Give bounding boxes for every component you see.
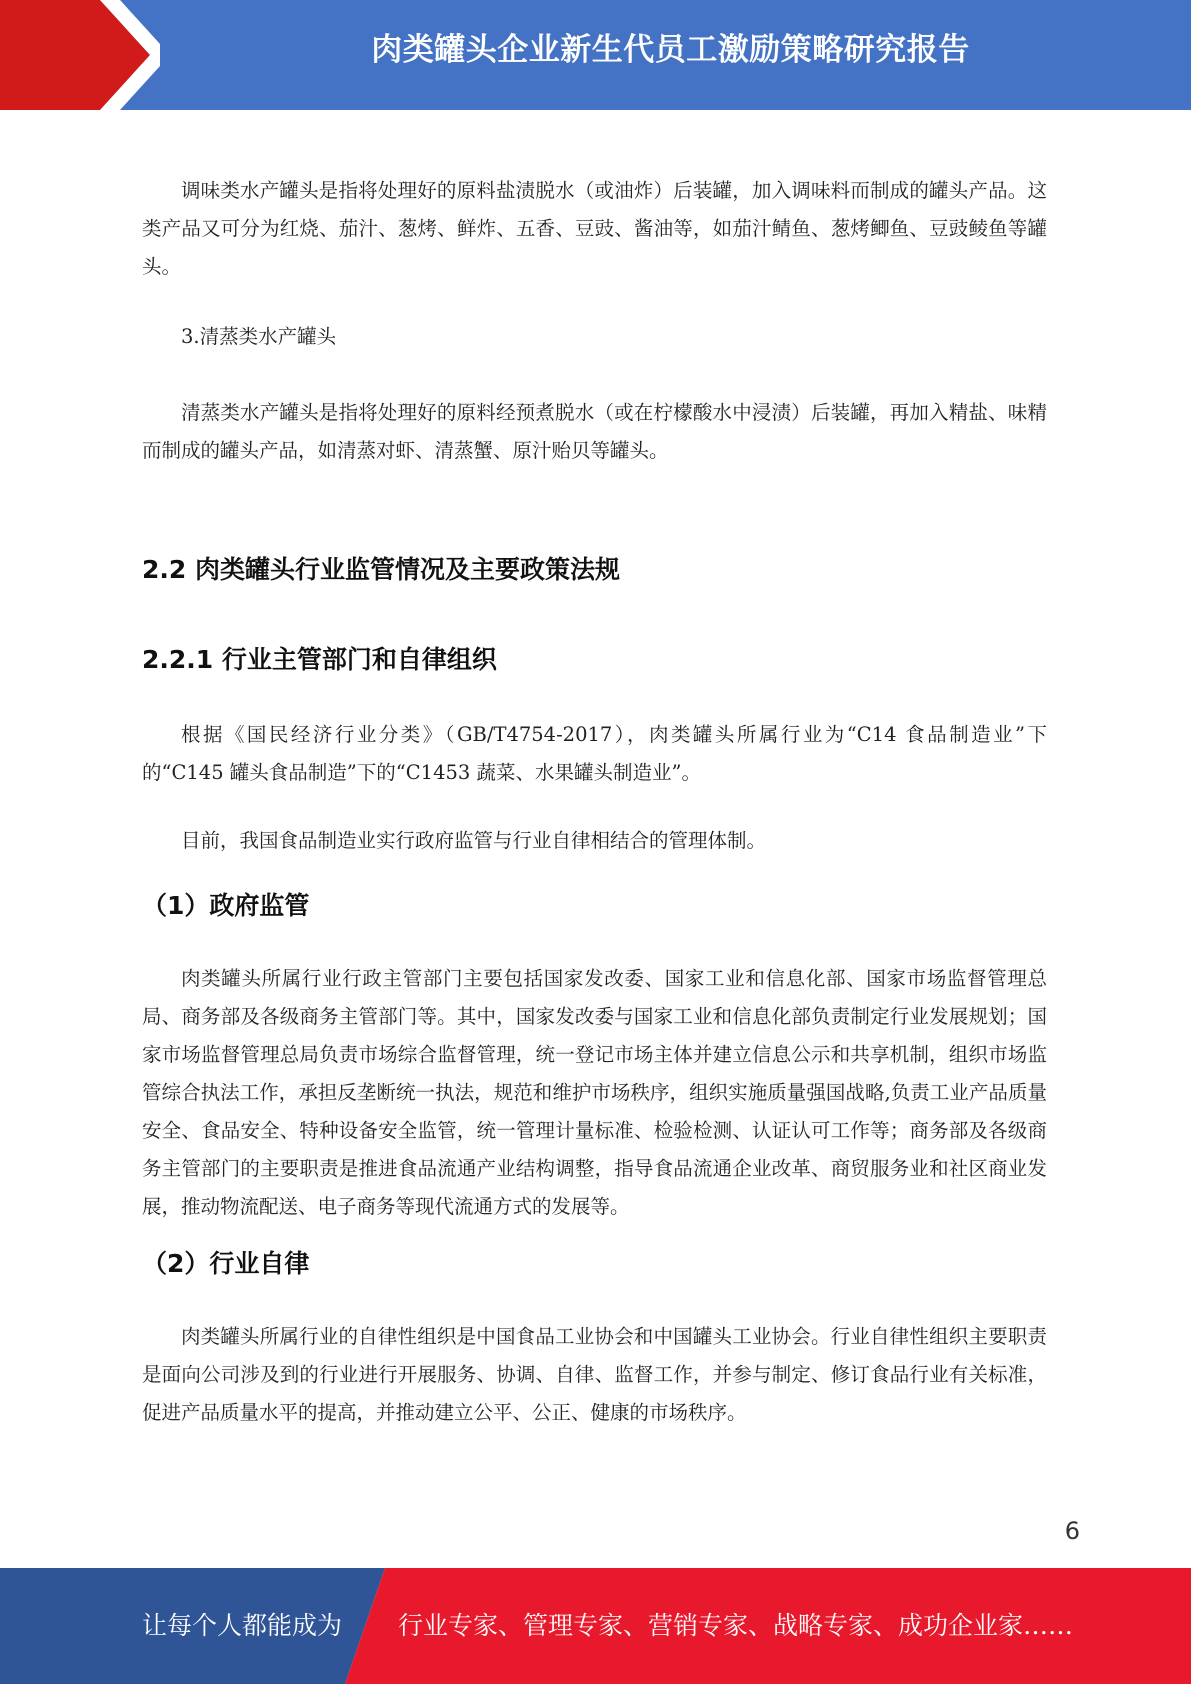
heading-industry-self-discipline: （2）行业自律 [142,1249,310,1278]
paragraph-steamed-seafood-cans: 清蒸类水产罐头是指将处理好的原料经预煮脱水（或在柠檬酸水中浸渍）后装罐，再加入精盐、味精而制成的罐头产品，如清蒸对虾、清蒸蟹、原汁贻贝等罐头。 [142,401,1047,462]
heading-government-supervision: （1）政府监管 [142,891,310,920]
paragraph-government-supervision: 肉类罐头所属行业行政主管部门主要包括国家发改委、国家工业和信息化部、国家市场监督管理总局、商务部及各级商务主管部门等。其中，国家发改委与国家工业和信息化部负责制定行业发展规划；国家市场监督管理总局负责市场综合监督管理，统一登记市场主体并建立信息公示和共享机制，组织市场监管综合执法工作，承担反垄断统一执法，规范和维护市场秩序，组织实施质量强国战略,负责工业产品质量安全、食品安全、特种设备安全监管，统一管理计量标准、检验检测、认证认可工作等；商务部及各级商务主管部门的主要职责是推进食品流通产业结构调整，指导食品流通企业改革、商贸服务业和社区商业发展，推动物流配送、电子商务等现代流通方式的发展等。 [142,967,1047,1218]
footer-slogan-left: 让每个人都能成为 [142,1611,343,1640]
section-heading-2-2-1: 2.2.1 行业主管部门和自律组织 [142,645,497,674]
page-footer [0,1568,1191,1684]
section-heading-2-2: 2.2 肉类罐头行业监管情况及主要政策法规 [142,555,620,584]
paragraph-industry-self-discipline: 肉类罐头所属行业的自律性组织是中国食品工业协会和中国罐头工业协会。行业自律性组织主要职责是面向公司涉及到的行业进行开展服务、协调、自律、监督工作，并参与制定、修订食品行业有关标准，促进产品质量水平的提高，并推动建立公平、公正、健康的市场秩序。 [142,1325,1047,1424]
page-number: 6 [1064,1517,1080,1545]
page-header [0,0,1191,110]
paragraph-management-system: 目前，我国食品制造业实行政府监管与行业自律相结合的管理体制。 [181,829,767,852]
report-title: 肉类罐头企业新生代员工激励策略研究报告 [371,32,970,68]
page-content [142,172,1047,1432]
list-item-steamed-seafood-cans: 3.清蒸类水产罐头 [181,325,337,348]
paragraph-industry-classification: 根据《国民经济行业分类》（GB/T4754-2017），肉类罐头所属行业为“C14 食品制造业”下的“C145 罐头食品制造”下的“C1453 蔬菜、水果罐头制造业”。 [142,723,1047,784]
paragraph-seasoned-seafood-cans: 调味类水产罐头是指将处理好的原料盐渍脱水（或油炸）后装罐，加入调味料而制成的罐头产品。这类产品又可分为红烧、茄汁、葱烤、鲜炸、五香、豆豉、酱油等，如茄汁鲭鱼、葱烤鲫鱼、豆豉鲮鱼等罐头。 [142,179,1047,278]
header-chevron-decoration [0,0,160,110]
footer-slogan-right: 行业专家、管理专家、营销专家、战略专家、成功企业家…… [398,1611,1074,1640]
